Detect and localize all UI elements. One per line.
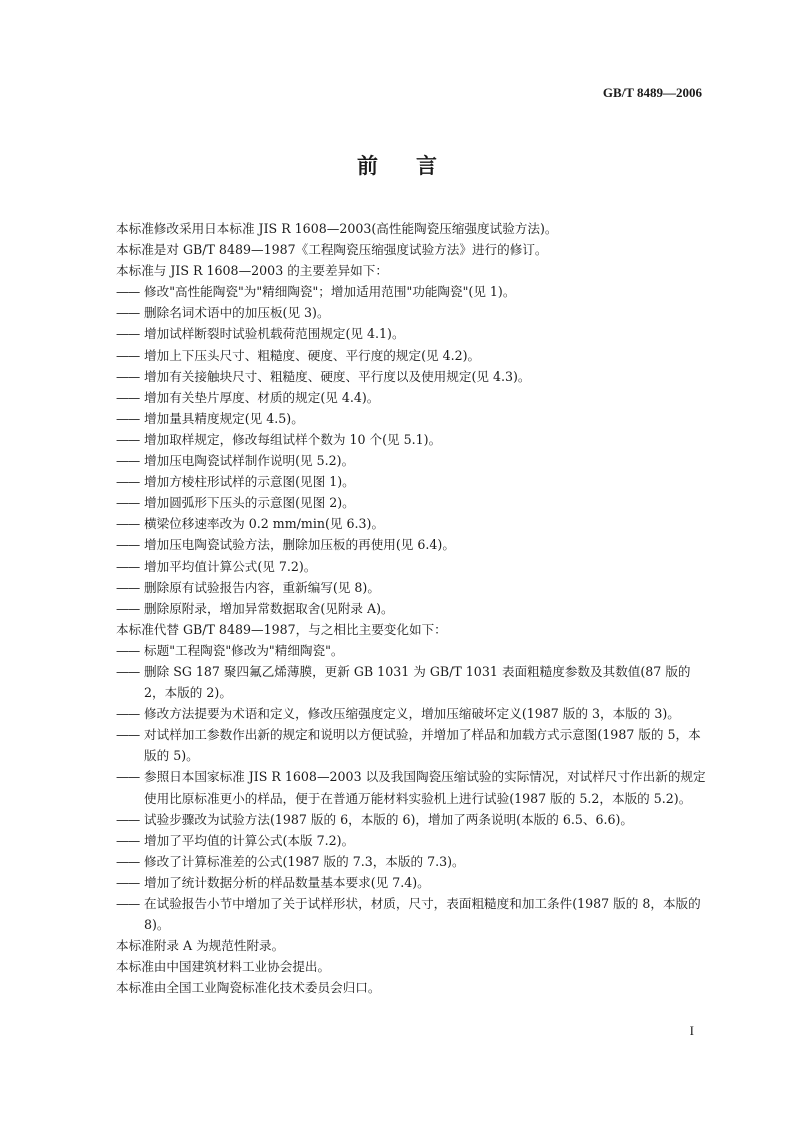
dash-marker: ——	[116, 853, 140, 869]
changes-list	[116, 640, 708, 935]
paragraph: 本标准由中国建筑材料工业协会提出。	[116, 959, 331, 975]
paragraph: 本标准是对 GB/T 8489—1987《工程陶瓷压缩强度试验方法》进行的修订。	[116, 242, 548, 258]
differences-list	[116, 281, 708, 619]
list-item	[116, 577, 708, 598]
dash-marker: ——	[116, 389, 140, 405]
list-item	[116, 323, 708, 344]
dash-marker: ——	[116, 600, 140, 616]
list-item-text: 增加有关垫片厚度、材质的规定(见 4.4)。	[144, 389, 380, 405]
dash-marker: ——	[116, 706, 140, 722]
list-item	[116, 408, 708, 429]
dash-marker: ——	[116, 642, 140, 658]
dash-marker: ——	[116, 326, 140, 342]
foreword-body	[116, 218, 708, 998]
list-item-text: 增加了平均值的计算公式(本版 7.2)。	[144, 832, 355, 848]
page-number: I	[689, 1023, 694, 1038]
list-item-text: 增加量具精度规定(见 4.5)。	[144, 410, 304, 426]
dash-marker: ——	[116, 453, 140, 469]
dash-marker: ——	[116, 305, 140, 321]
list-item	[116, 429, 708, 450]
list-item	[116, 387, 708, 408]
list-item-text: 增加取样规定，修改每组试样个数为 10 个(见 5.1)。	[144, 431, 442, 447]
list-item	[116, 661, 708, 703]
dash-marker: ——	[116, 769, 140, 785]
list-item	[116, 302, 708, 323]
list-item-text: 增加了统计数据分析的样品数量基本要求(见 7.4)。	[144, 874, 430, 890]
list-item-text: 修改了计算标准差的公式(1987 版的 7.3，本版的 7.3)。	[144, 853, 465, 869]
list-item-text: 增加压电陶瓷试验方法，删除加压板的再使用(见 6.4)。	[144, 537, 455, 553]
list-item	[116, 450, 708, 471]
dash-marker: ——	[116, 410, 140, 426]
list-item-text: 在试验报告小节中增加了关于试样形状，材质，尺寸，表面粗糙度和加工条件(1987 版的 8，本版的 8)。	[144, 896, 701, 933]
dash-marker: ——	[116, 896, 140, 911]
dash-marker: ——	[116, 516, 140, 532]
list-item	[116, 809, 708, 830]
list-item	[116, 703, 708, 724]
list-item-text: 删除名词术语中的加压板(见 3)。	[144, 305, 330, 321]
paragraph: 本标准与 JIS R 1608—2003 的主要差异如下：	[116, 263, 388, 279]
list-item	[116, 830, 708, 851]
list-item-text: 增加试样断裂时试验机载荷范围规定(见 4.1)。	[144, 326, 405, 342]
list-item	[116, 893, 708, 935]
dash-marker: ——	[116, 347, 140, 363]
list-item-text: 对试样加工参数作出新的规定和说明以方便试验，并增加了样品和加载方式示意图(1987 版的 5，本版的 5)。	[144, 727, 701, 764]
standard-number: GB/T 8489—2006	[602, 85, 702, 100]
list-item	[116, 492, 708, 513]
list-item	[116, 345, 708, 366]
list-item-text: 删除 SG 187 聚四氟乙烯薄膜，更新 GB 1031 为 GB/T 1031 表面粗糙度参数及其数值(87 版的 2，本版的 2)。	[144, 663, 691, 701]
list-item-text: 修改方法提要为术语和定义，修改压缩强度定义，增加压缩破坏定义(1987 版的 3，本版的 3)。	[144, 706, 680, 722]
paragraph: 本标准代替 GB/T 8489—1987，与之相比主要变化如下：	[116, 621, 447, 637]
dash-marker: ——	[116, 537, 140, 553]
list-item-text: 增加上下压头尺寸、粗糙度、硬度、平行度的规定(见 4.2)。	[144, 347, 481, 363]
dash-marker: ——	[116, 368, 140, 384]
dash-marker: ——	[116, 431, 140, 447]
dash-marker: ——	[116, 874, 140, 890]
list-item-text: 标题"工程陶瓷"修改为"精细陶瓷"。	[144, 642, 344, 658]
list-item-text: 删除原有试验报告内容，重新编写(见 8)。	[144, 579, 380, 595]
list-item	[116, 471, 708, 492]
list-item	[116, 851, 708, 872]
list-item	[116, 724, 708, 766]
paragraph: 本标准修改采用日本标准 JIS R 1608—2003(高性能陶瓷压缩强度试验方法)。	[116, 221, 558, 236]
page-title: 前言	[357, 153, 475, 178]
paragraph: 本标准附录 A 为规范性附录。	[116, 938, 285, 954]
list-item	[116, 556, 708, 577]
dash-marker: ——	[116, 284, 140, 300]
list-item-text: 删除原附录，增加异常数据取舍(见附录 A)。	[144, 600, 394, 616]
dash-marker: ——	[116, 558, 140, 574]
list-item	[116, 640, 708, 661]
list-item	[116, 513, 708, 534]
list-item-text: 增加平均值计算公式(见 7.2)。	[144, 558, 317, 574]
list-item-text: 试验步骤改为试验方法(1987 版的 6，本版的 6)，增加了两条说明(本版的 6.5、6.6)。	[144, 811, 634, 827]
list-item-text: 增加方棱柱形试样的示意图(见图 1)。	[144, 474, 355, 490]
paragraph: 本标准由全国工业陶瓷标准化技术委员会归口。	[116, 980, 381, 996]
dash-marker: ——	[116, 474, 140, 490]
list-item	[116, 281, 708, 302]
dash-marker: ——	[116, 811, 140, 827]
list-item-text: 增加有关接触块尺寸、粗糙度、硬度、平行度以及使用规定(见 4.3)。	[144, 368, 531, 384]
list-item-text: 参照日本国家标准 JIS R 1608—2003 以及我国陶瓷压缩试验的实际情况，对试样尺寸作出新的规定使用比原标准更小的样品，便于在普通万能材料实验机上进行试验(1987 版的 5.2，本版的 5.2)。	[144, 769, 706, 806]
list-item	[116, 872, 708, 893]
list-item	[116, 366, 708, 387]
dash-marker: ——	[116, 663, 140, 679]
dash-marker: ——	[116, 832, 140, 848]
list-item-text: 横梁位移速率改为 0.2 mm/min(见 6.3)。	[144, 516, 385, 532]
dash-marker: ——	[116, 727, 140, 743]
list-item	[116, 598, 708, 619]
dash-marker: ——	[116, 495, 140, 511]
list-item-text: 增加压电陶瓷试样制作说明(见 5.2)。	[144, 453, 355, 469]
dash-marker: ——	[116, 579, 140, 595]
list-item	[116, 534, 708, 555]
list-item-text: 增加圆弧形下压头的示意图(见图 2)。	[144, 495, 355, 511]
list-item-text: 修改"高性能陶瓷"为"精细陶瓷"；增加适用范围"功能陶瓷"(见 1)。	[144, 284, 516, 300]
list-item	[116, 766, 708, 808]
